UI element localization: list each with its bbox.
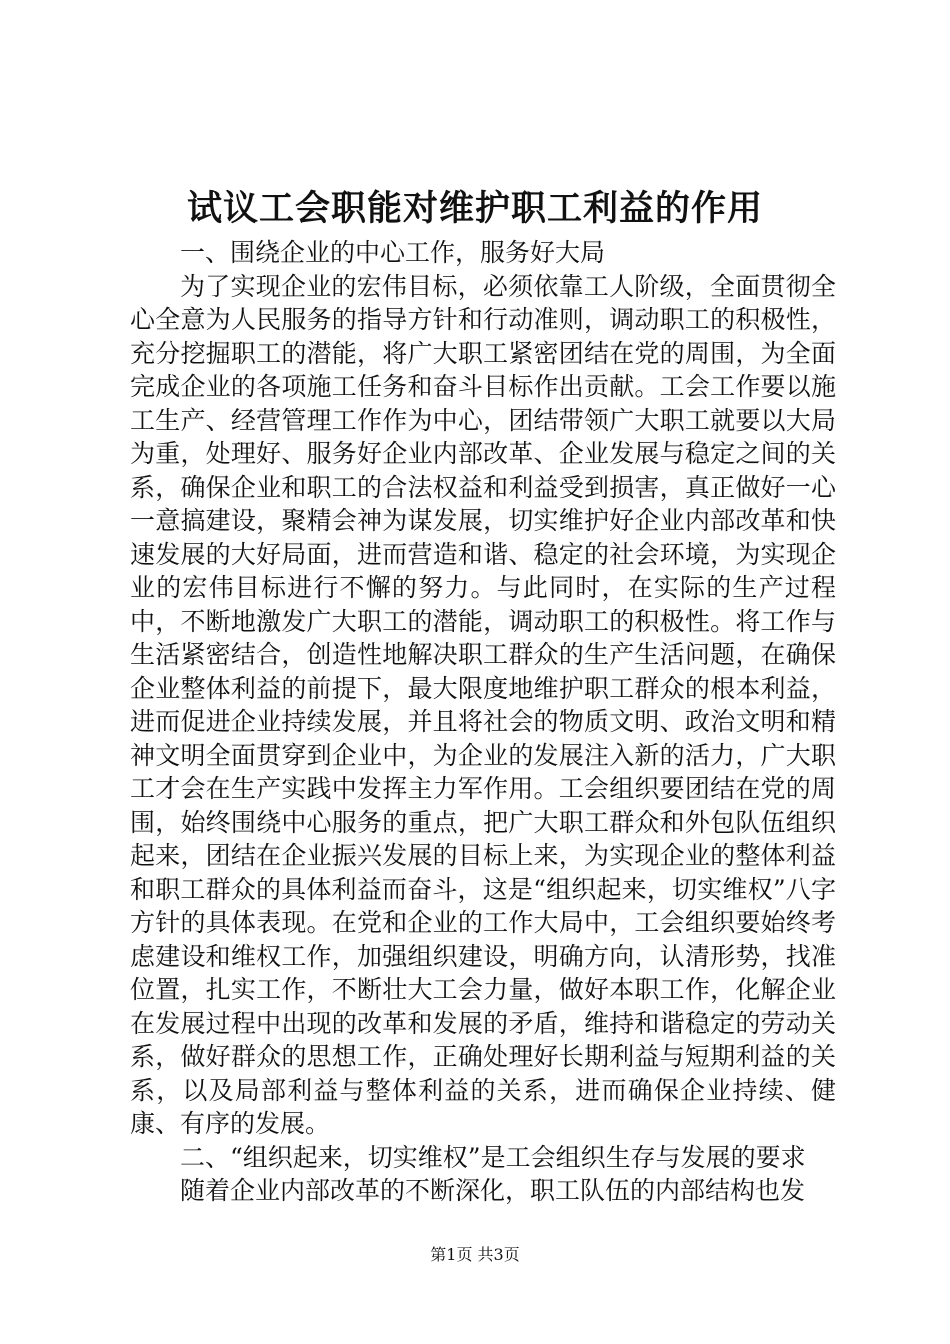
body-paragraph-2: 随着企业内部改革的不断深化，职工队伍的内部结构也发	[180, 1176, 806, 1205]
body-paragraph-1: 为了实现企业的宏伟目标，必须依靠工人阶级，全面贯彻全心全意为人民服务的指导方针和行动准则，调动职工的积极性，充分挖掘职工的潜能，将广大职工紧密团结在党的周围，为全面完成企业的各项施工任务和奋斗目标作出贡献。工会工作要以施工生产、经营管理工作作为中心，团结带领广大职工就要以大局为重，处理好、服务好企业内部改革、企业发展与稳定之间的关系，确保企业和职工的合法权益和利益受到损害，真正做好一心一意搞建设，聚精会神为谋发展，切实维护好企业内部改革和快速发展的大好局面，进而营造和谐、稳定的社会环境，为实现企业的宏伟目标进行不懈的努力。与此同时，在实际的生产过程中，不断地激发广大职工的潜能，调动职工的积极性。将工作与生活紧密结合，创造性地解决职工群众的生产生活问题，在确保企业整体利益的前提下，最大限度地维护职工群众的根本利益，进而促进企业持续发展，并且将社会的物质文明、政治文明和精神文明全面贯穿到企业中，为企业的发展注入新的活力，广大职工才会在生产实践中发挥主力军作用。工会组织要团结在党的周围，始终围绕中心服务的重点，把广大职工群众和外包队伍组织起来，团结在企业振兴发展的目标上来，为实现企业的整体利益和职工群众的具体利益而奋斗，这是“组织起来，切实维权”八字方针的具体表现。在党和企业的工作大局中，工会组织要始终考虑建设和维权工作，加强组织建设，明确方向，认清形势，找准位置，扎实工作，不断壮大工会力量，做好本职工作，化解企业在发展过程中出现的改革和发展的矛盾，维持和谐稳定的劳动关系，做好群众的思想工作，正确处理好长期利益与短期利益的关系，以及局部利益与整体利益的关系，进而确保企业持续、健康、有序的发展。	[130, 271, 836, 1138]
section-heading-2: 二、“组织起来，切实维权”是工会组织生存与发展的要求	[180, 1142, 806, 1172]
document-body	[130, 236, 836, 1208]
page-footer: 第1页 共3页	[430, 1245, 520, 1264]
document-title: 试议工会职能对维护职工利益的作用	[186, 188, 763, 229]
section-heading-1: 一、围绕企业的中心工作，服务好大局	[180, 238, 606, 267]
